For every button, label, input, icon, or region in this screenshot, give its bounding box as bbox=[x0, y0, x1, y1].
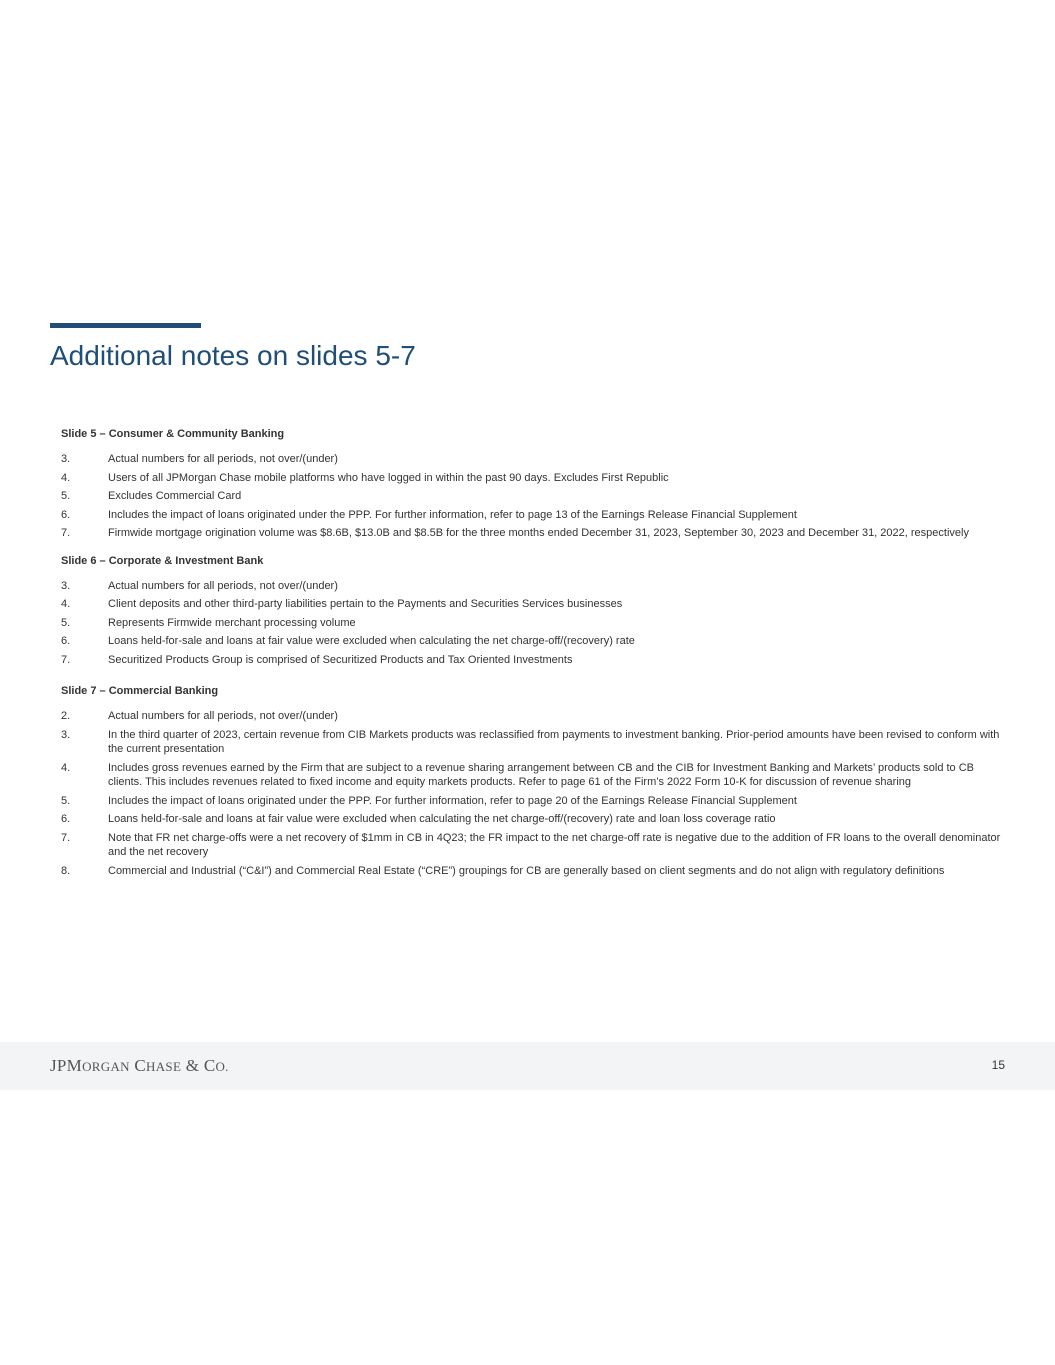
note-item bbox=[61, 761, 1001, 790]
footer-bar bbox=[0, 1042, 1055, 1090]
note-number: 3. bbox=[61, 728, 71, 741]
note-text: Includes gross revenues earned by the Firm that are subject to a revenue sharing arrangement between CB and the CIB for Investment Banking and Markets’ products sold to CB clients. This includes revenues related to fixed income and equity markets products. Refer to page 61 of the Firm’s 2022 Form 10-K for discussion of revenue sharing bbox=[108, 761, 975, 788]
note-number: 7. bbox=[61, 653, 71, 666]
section-slide-7 bbox=[61, 685, 1001, 878]
note-number: 6. bbox=[61, 813, 71, 825]
note-number: 4. bbox=[61, 471, 71, 484]
note-number: 4. bbox=[61, 598, 71, 610]
note-text: Users of all JPMorgan Chase mobile platforms who have logged in within the past 90 days. Excludes First Republic bbox=[108, 471, 669, 484]
company-logo: JPMORGAN CHASE & CO. bbox=[50, 1056, 229, 1075]
note-number: 7. bbox=[61, 831, 71, 844]
note-number: 3. bbox=[61, 579, 71, 592]
note-number: 4. bbox=[61, 761, 71, 774]
note-number: 6. bbox=[61, 635, 71, 647]
note-item bbox=[61, 864, 1001, 879]
note-text: Note that FR net charge-offs were a net recovery of $1mm in CB in 4Q23; the FR impact to the net charge-off rate is negative due to the addition of FR loans to the overall denominator and the net recovery bbox=[108, 831, 1001, 858]
note-item bbox=[61, 653, 1001, 668]
note-text: Excludes Commercial Card bbox=[108, 490, 242, 502]
note-text: Firmwide mortgage origination volume was $8.6B, $13.0B and $8.5B for the three months ended December 31, 2023, September 30, 2023 and December 31, 2022, respectively bbox=[108, 527, 969, 539]
note-text: Client deposits and other third-party liabilities pertain to the Payments and Securities Services businesses bbox=[108, 598, 623, 610]
note-text: Loans held-for-sale and loans at fair value were excluded when calculating the net charge-off/(recovery) rate and loan loss coverage ratio bbox=[108, 813, 776, 825]
notes-container bbox=[61, 428, 1001, 882]
note-item bbox=[61, 489, 1001, 504]
page-title: Additional notes on slides 5-7 bbox=[50, 340, 416, 371]
section-slide-5 bbox=[61, 428, 1001, 541]
note-number: 7. bbox=[61, 527, 71, 539]
note-number: 5. bbox=[61, 490, 71, 502]
note-number: 5. bbox=[61, 794, 71, 807]
note-text: Securitized Products Group is comprised of Securitized Products and Tax Oriented Investments bbox=[108, 653, 573, 666]
title-accent-bar bbox=[50, 323, 201, 328]
note-number: 3. bbox=[61, 453, 71, 465]
note-item bbox=[61, 728, 1001, 757]
note-item bbox=[61, 471, 1001, 486]
note-item bbox=[61, 794, 1001, 809]
note-text: Includes the impact of loans originated under the PPP. For further information, refer to page 13 of the Earnings Release Financial Supplement bbox=[108, 508, 797, 521]
note-item bbox=[61, 452, 1001, 467]
section-heading: Slide 6 – Corporate & Investment Bank bbox=[61, 554, 264, 567]
note-list bbox=[61, 709, 1001, 878]
note-item bbox=[61, 634, 1001, 649]
note-number: 2. bbox=[61, 710, 71, 722]
note-number: 8. bbox=[61, 864, 71, 877]
note-item bbox=[61, 597, 1001, 612]
note-number: 6. bbox=[61, 508, 71, 521]
note-item bbox=[61, 579, 1001, 594]
note-number: 5. bbox=[61, 616, 71, 629]
section-heading: Slide 7 – Commercial Banking bbox=[61, 685, 219, 697]
note-text: Includes the impact of loans originated under the PPP. For further information, refer to page 20 of the Earnings Release Financial Supplement bbox=[108, 794, 797, 807]
note-text: Actual numbers for all periods, not over/(under) bbox=[108, 579, 338, 592]
note-item bbox=[61, 616, 1001, 631]
note-text: In the third quarter of 2023, certain revenue from CIB Markets products was reclassified from payments to investment banking. Prior-period amounts have been revised to conform with the current presentation bbox=[108, 728, 1000, 755]
note-item bbox=[61, 526, 1001, 541]
note-text: Represents Firmwide merchant processing volume bbox=[108, 616, 356, 629]
note-list bbox=[61, 579, 1001, 668]
section-heading: Slide 5 – Consumer & Community Banking bbox=[61, 428, 285, 440]
page-number: 15 bbox=[991, 1058, 1005, 1072]
note-text: Loans held-for-sale and loans at fair value were excluded when calculating the net charge-off/(recovery) rate bbox=[108, 635, 635, 647]
note-item bbox=[61, 831, 1001, 860]
note-item bbox=[61, 709, 1001, 724]
note-item bbox=[61, 508, 1001, 523]
note-text: Actual numbers for all periods, not over/(under) bbox=[108, 710, 338, 722]
note-text: Actual numbers for all periods, not over/(under) bbox=[108, 453, 338, 465]
note-text: Commercial and Industrial (“C&I”) and Commercial Real Estate (“CRE”) groupings for CB are generally based on client segments and do not align with regulatory definitions bbox=[108, 864, 945, 877]
note-list bbox=[61, 452, 1001, 541]
note-item bbox=[61, 812, 1001, 827]
section-slide-6 bbox=[61, 555, 1001, 668]
